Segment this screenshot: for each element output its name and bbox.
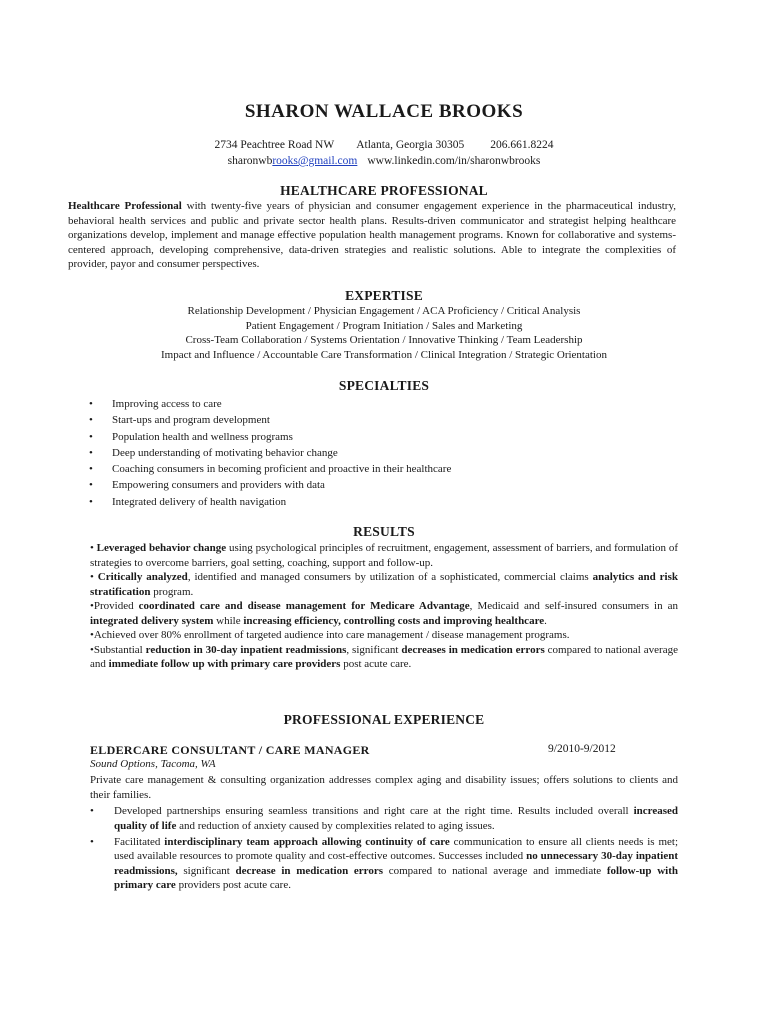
bullet-text: Developed partnerships ensuring seamless transitions and right care at the right time. Results included overall (114, 805, 634, 817)
result-text: . (544, 614, 547, 627)
expertise-list (0, 304, 768, 362)
result-bold: reduction in 30-day inpatient readmissions (145, 643, 347, 656)
bullet-icon: • (90, 835, 94, 848)
bullet-text: providers post acute care. (175, 879, 291, 891)
result-prefix: •Provided (90, 600, 139, 612)
result-text: compared to national average and (90, 643, 678, 670)
result-bold: analytics and risk stratification (90, 571, 678, 598)
bullet-bold: follow-up with primary care (114, 864, 679, 891)
specialty-text: Improving access to care (112, 398, 222, 410)
expertise-heading: EXPERTISE (345, 288, 423, 303)
bullet-text: significant (177, 864, 236, 877)
result-item (90, 599, 678, 628)
result-bold: integrated delivery system (90, 614, 214, 627)
result-bold: increasing efficiency, controlling costs and improving healthcare (243, 614, 545, 627)
list-item (68, 494, 451, 510)
list-item (68, 429, 451, 445)
result-text: while (213, 614, 244, 627)
result-item (90, 541, 678, 570)
summary-paragraph (68, 199, 676, 272)
specialty-text: Coaching consumers in becoming proficient and proactive in their healthcare (112, 463, 452, 476)
expertise-line: Patient Engagement / Program Initiation / Sales and Marketing (245, 319, 523, 332)
list-item (68, 477, 451, 493)
bullet-icon: • (89, 463, 93, 476)
summary-heading: HEALTHCARE PROFESSIONAL (280, 183, 488, 198)
result-prefix: • (90, 542, 97, 554)
list-item (90, 804, 678, 833)
result-text: program. (150, 585, 194, 598)
bullet-icon: • (90, 805, 94, 817)
list-item (68, 412, 451, 428)
list-item (90, 835, 678, 893)
results-section (90, 541, 678, 672)
bullet-icon: • (89, 446, 93, 459)
expertise-line: Cross-Team Collaboration / Systems Orientation / Innovative Thinking / Team Leadership (185, 334, 583, 346)
result-bold: Critically analyzed (97, 571, 188, 583)
list-item (68, 445, 451, 461)
email-prefix: sharonwb (227, 155, 273, 167)
specialties-heading: SPECIALTIES (338, 378, 430, 393)
list-item (68, 461, 451, 477)
result-bold: coordinated care and disease management for Medicare Advantage (138, 600, 470, 612)
bullet-bold: decrease in medication errors (235, 864, 384, 877)
bullet-icon: • (89, 414, 93, 427)
email-link[interactable] (228, 155, 358, 167)
bullet-text: communication to ensure all clients needs is met; used available resources to promote quality and cost-effective outcomes. Successes included (114, 835, 678, 862)
bullet-text: Facilitated (114, 835, 165, 848)
bullet-icon: • (89, 495, 93, 508)
email-underlined: rooks@gmail.com (272, 155, 358, 167)
job-dates: 9/2010-9/2012 (548, 743, 616, 755)
bullet-icon: • (89, 398, 93, 410)
bullet-text: compared to national average and immediate (383, 864, 607, 877)
bullet-bold: interdisciplinary team approach allowing continuity of care (164, 835, 450, 848)
result-text: , Medicaid and self-insured consumers in an (469, 600, 679, 612)
specialties-list (68, 396, 451, 510)
candidate-name: SHARON WALLACE BROOKS (244, 101, 524, 122)
summary-lead: Healthcare Professional (68, 200, 182, 212)
result-prefix: • (90, 571, 98, 583)
bullet-text: and reduction of anxiety caused by complexities related to aging issues. (176, 819, 495, 832)
expertise-line: Relationship Development / Physician Engagement / ACA Proficiency / Critical Analysis (187, 305, 581, 317)
result-bold: immediate follow up with primary care providers (108, 658, 341, 670)
phone-number: 206.661.8224 (490, 139, 554, 151)
specialty-text: Population health and wellness programs (112, 430, 293, 443)
result-text: using psychological principles of recruitment, engagement, assessment of barriers, and formulation of strategies to overcome barriers, goal setting, coaching, support and follow-up. (90, 542, 679, 569)
result-prefix: •Substantial (90, 643, 146, 656)
result-item (90, 643, 678, 672)
result-bold: decreases in medication errors (401, 643, 545, 656)
job-description: Private care management & consulting organization addresses complex aging and disability issues; offers solutions to clients and their families. (90, 774, 678, 801)
result-item (90, 570, 678, 599)
street-address: 2734 Peachtree Road NW (214, 139, 335, 151)
bullet-bold: increased quality of life (114, 805, 678, 832)
result-item: •Achieved over 80% enrollment of targeted audience into care management / disease management programs. (90, 629, 570, 641)
specialty-text: Deep understanding of motivating behavior change (112, 446, 338, 459)
specialty-text: Empowering consumers and providers with data (112, 479, 325, 492)
results-heading: RESULTS (353, 524, 415, 539)
result-bold: Leveraged behavior change (96, 542, 227, 554)
bullet-bold: no unnecessary 30-day inpatient readmissions, (114, 850, 678, 877)
expertise-line: Impact and Influence / Accountable Care Transformation / Clinical Integration / Strategic Orientation (161, 348, 607, 361)
experience-heading: PROFESSIONAL EXPERIENCE (283, 712, 485, 727)
list-item (68, 396, 451, 412)
bullet-icon: • (89, 479, 93, 492)
result-text: , identified and managed consumers by utilization of a sophisticated, commercial claims (187, 571, 593, 583)
contact-line-2 (0, 155, 768, 167)
city-state-zip: Atlanta, Georgia 30305 (356, 139, 465, 151)
bullet-icon: • (89, 430, 93, 443)
specialty-text: Start-ups and program development (112, 414, 270, 427)
job-organization: Sound Options, Tacoma, WA (90, 758, 216, 770)
result-text: post acute care. (340, 658, 412, 670)
specialty-text: Integrated delivery of health navigation (112, 495, 287, 508)
job-title: ELDERCARE CONSULTANT / CARE MANAGER (90, 743, 370, 757)
result-text: , significant (346, 643, 402, 656)
job-bullets (90, 804, 678, 894)
linkedin-url[interactable]: www.linkedin.com/in/sharonwbrooks (367, 155, 541, 167)
summary-text: with twenty-five years of physician and consumer engagement experience in the pharmaceutical industry, behavioral health services and public and private sector health plans. Results-driven communicator and strategist helping healthcare organizations develop, implement and manage effective population health management programs. Known for collaborative and systems-centered approach, developing comprehensive, data-driven strategies and realistic solutions. Able to integrate the complexities of provider, payor and consumer perspectives. (68, 200, 676, 270)
contact-line-1 (0, 139, 768, 151)
